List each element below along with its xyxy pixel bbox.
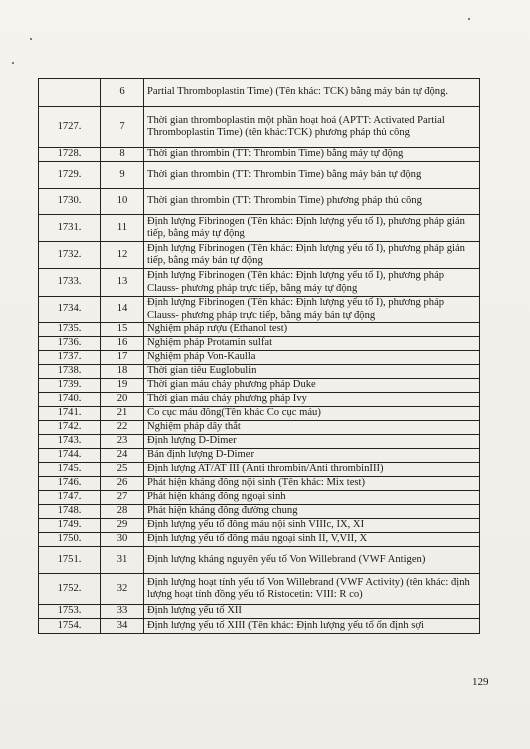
- row-number: 16: [101, 337, 144, 351]
- row-stt: 1741.: [39, 407, 101, 421]
- row-procedure-name: Partial Thromboplastin Time) (Tên khác: TCK) bằng máy bán tự động.: [144, 79, 480, 107]
- row-stt: 1750.: [39, 533, 101, 547]
- row-number: 32: [101, 574, 144, 605]
- row-procedure-name: Định lượng AT/AT III (Anti thrombin/Anti thrombinIII): [144, 463, 480, 477]
- table-row: [39, 323, 480, 337]
- scan-speck: [30, 38, 32, 40]
- row-stt: 1754.: [39, 619, 101, 634]
- row-number: 21: [101, 407, 144, 421]
- table-row: [39, 215, 480, 242]
- row-procedure-name: Định lượng kháng nguyên yếu tố Von Willebrand (VWF Antigen): [144, 547, 480, 574]
- row-number: 7: [101, 107, 144, 148]
- row-procedure-name: Thời gian máu chảy phương pháp Duke: [144, 379, 480, 393]
- table-row: [39, 605, 480, 619]
- scan-speck: [12, 62, 14, 64]
- row-stt: 1727.: [39, 107, 101, 148]
- row-stt: 1745.: [39, 463, 101, 477]
- row-stt: 1748.: [39, 505, 101, 519]
- table-row: [39, 463, 480, 477]
- row-stt: 1751.: [39, 547, 101, 574]
- row-number: 12: [101, 242, 144, 269]
- procedure-table: [38, 78, 480, 634]
- row-number: 34: [101, 619, 144, 634]
- row-number: 25: [101, 463, 144, 477]
- row-number: 23: [101, 435, 144, 449]
- row-stt: 1737.: [39, 351, 101, 365]
- row-number: 14: [101, 297, 144, 323]
- row-procedure-name: Thời gian máu chảy phương pháp Ivy: [144, 393, 480, 407]
- row-stt: 1734.: [39, 297, 101, 323]
- row-stt: 1739.: [39, 379, 101, 393]
- row-number: 20: [101, 393, 144, 407]
- row-stt: 1746.: [39, 477, 101, 491]
- row-stt: 1752.: [39, 574, 101, 605]
- row-procedure-name: Thời gian thrombin (TT: Thrombin Time) bằng máy tự động: [144, 148, 480, 162]
- row-number: 18: [101, 365, 144, 379]
- row-stt: 1731.: [39, 215, 101, 242]
- row-procedure-name: Định lượng yếu tố XIII (Tên khác: Định lượng yếu tố ổn định sợi: [144, 619, 480, 634]
- table-row: [39, 393, 480, 407]
- row-number: 11: [101, 215, 144, 242]
- row-number: 24: [101, 449, 144, 463]
- table-row: [39, 435, 480, 449]
- row-stt: 1729.: [39, 162, 101, 189]
- row-procedure-name: Phát hiện kháng đông nội sinh (Tên khác: Mix test): [144, 477, 480, 491]
- row-procedure-name: Nghiệm pháp rượu (Ethanol test): [144, 323, 480, 337]
- row-procedure-name: Định lượng Fibrinogen (Tên khác: Định lượng yếu tố I), phương pháp gián tiếp, bằng máy tự động: [144, 215, 480, 242]
- table-row: [39, 379, 480, 393]
- row-procedure-name: Thời gian thrombin (TT: Thrombin Time) phương pháp thủ công: [144, 189, 480, 215]
- row-stt: 1730.: [39, 189, 101, 215]
- row-procedure-name: Định lượng yếu tố XII: [144, 605, 480, 619]
- table-row: [39, 477, 480, 491]
- row-procedure-name: Co cục máu đông(Tên khác Co cục máu): [144, 407, 480, 421]
- table-row: [39, 533, 480, 547]
- table-row: [39, 148, 480, 162]
- row-procedure-name: Định lượng Fibrinogen (Tên khác: Định lượng yếu tố I), phương pháp gián tiếp, bằng máy bán tự động: [144, 242, 480, 269]
- row-number: 9: [101, 162, 144, 189]
- row-stt: 1753.: [39, 605, 101, 619]
- table-row: [39, 337, 480, 351]
- row-stt: 1735.: [39, 323, 101, 337]
- row-procedure-name: Phát hiện kháng đông ngoại sinh: [144, 491, 480, 505]
- table-row: [39, 365, 480, 379]
- table-row: [39, 505, 480, 519]
- row-procedure-name: Thời gian thromboplastin một phần hoạt hoá (APTT: Activated Partial Thromboplastin Time) (tên khác:TCK) phương pháp thủ công: [144, 107, 480, 148]
- row-stt: 1749.: [39, 519, 101, 533]
- table-row: [39, 297, 480, 323]
- row-number: 29: [101, 519, 144, 533]
- row-procedure-name: Định lượng Fibrinogen (Tên khác: Định lượng yếu tố I), phương pháp Clauss- phương pháp trực tiếp, bằng máy tự động: [144, 269, 480, 297]
- row-procedure-name: Nghiệm pháp dây thắt: [144, 421, 480, 435]
- row-number: 6: [101, 79, 144, 107]
- row-number: 31: [101, 547, 144, 574]
- row-stt: [39, 79, 101, 107]
- page-number: 129: [472, 676, 489, 688]
- row-stt: 1728.: [39, 148, 101, 162]
- row-procedure-name: Định lượng Fibrinogen (Tên khác: Định lượng yếu tố I), phương pháp Clauss- phương pháp trực tiếp, bằng máy bán tự động: [144, 297, 480, 323]
- row-stt: 1747.: [39, 491, 101, 505]
- row-number: 17: [101, 351, 144, 365]
- row-stt: 1732.: [39, 242, 101, 269]
- row-procedure-name: Định lượng D-Dimer: [144, 435, 480, 449]
- table-row: [39, 421, 480, 435]
- row-procedure-name: Phát hiện kháng đông đường chung: [144, 505, 480, 519]
- table-row: [39, 242, 480, 269]
- scan-speck: [468, 18, 470, 20]
- row-number: 26: [101, 477, 144, 491]
- row-stt: 1743.: [39, 435, 101, 449]
- row-stt: 1738.: [39, 365, 101, 379]
- row-number: 10: [101, 189, 144, 215]
- row-procedure-name: Thời gian tiêu Euglobulin: [144, 365, 480, 379]
- row-stt: 1744.: [39, 449, 101, 463]
- table-row: [39, 574, 480, 605]
- row-stt: 1736.: [39, 337, 101, 351]
- row-procedure-name: Nghiệm pháp Protamin sulfat: [144, 337, 480, 351]
- row-number: 13: [101, 269, 144, 297]
- table-row: [39, 269, 480, 297]
- row-number: 22: [101, 421, 144, 435]
- row-procedure-name: Nghiệm pháp Von-Kaulla: [144, 351, 480, 365]
- table-row: [39, 162, 480, 189]
- table-row: [39, 407, 480, 421]
- row-procedure-name: Định lượng hoạt tính yếu tố Von Willebrand (VWF Activity) (tên khác: định lượng hoạt tính đồng yếu tố Ristocetin: VIII: R co): [144, 574, 480, 605]
- row-procedure-name: Định lượng yếu tố đông máu ngoại sinh II, V,VII, X: [144, 533, 480, 547]
- table-row: [39, 351, 480, 365]
- row-procedure-name: Bán định lượng D-Dimer: [144, 449, 480, 463]
- row-number: 19: [101, 379, 144, 393]
- row-number: 27: [101, 491, 144, 505]
- table-row: [39, 107, 480, 148]
- table-row: [39, 491, 480, 505]
- row-stt: 1742.: [39, 421, 101, 435]
- row-number: 15: [101, 323, 144, 337]
- table-row: [39, 619, 480, 634]
- row-number: 33: [101, 605, 144, 619]
- table-row: [39, 449, 480, 463]
- row-number: 28: [101, 505, 144, 519]
- table-row: [39, 79, 480, 107]
- table-row: [39, 189, 480, 215]
- row-stt: 1733.: [39, 269, 101, 297]
- row-stt: 1740.: [39, 393, 101, 407]
- row-procedure-name: Thời gian thrombin (TT: Thrombin Time) bằng máy bán tự động: [144, 162, 480, 189]
- row-procedure-name: Định lượng yếu tố đông máu nội sinh VIIIc, IX, XI: [144, 519, 480, 533]
- row-number: 8: [101, 148, 144, 162]
- table-row: [39, 547, 480, 574]
- row-number: 30: [101, 533, 144, 547]
- table-row: [39, 519, 480, 533]
